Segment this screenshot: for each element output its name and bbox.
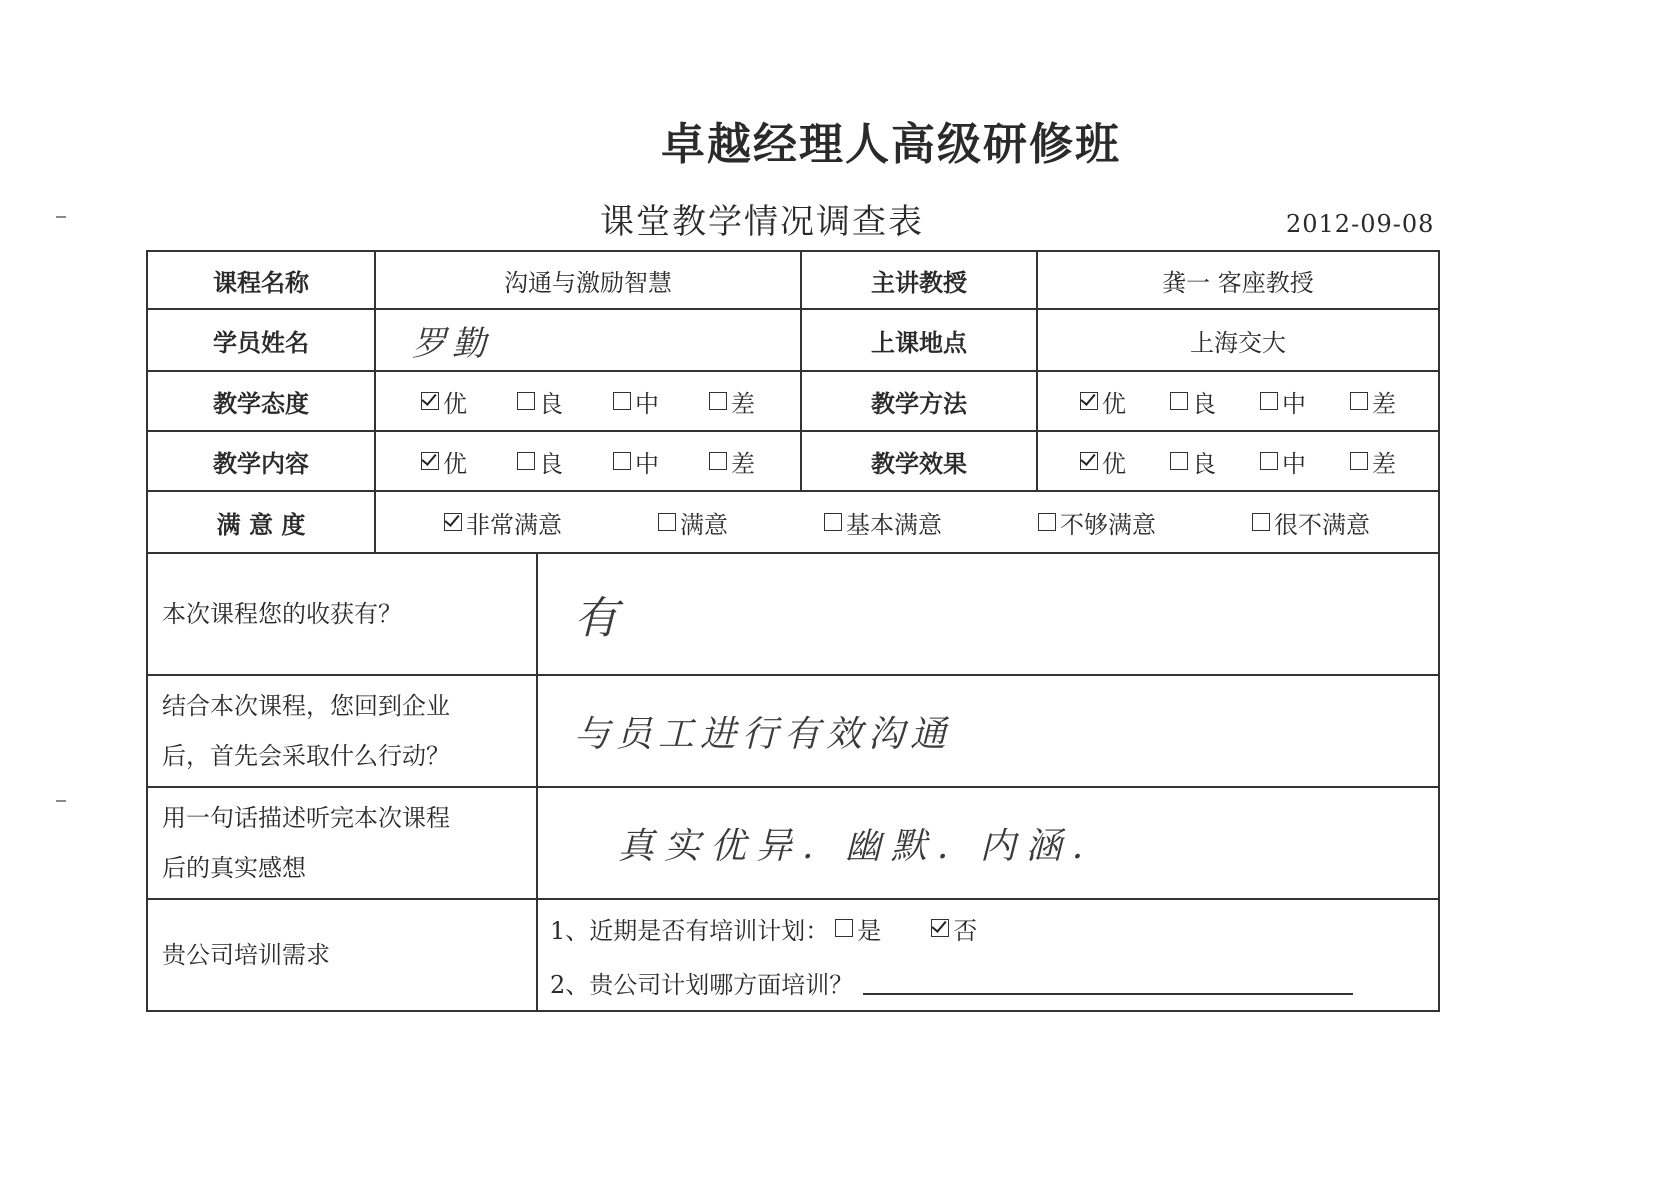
q3-question-line1: 用一句话描述听完本次课程 bbox=[162, 804, 450, 832]
q2-question-line2: 后，首先会采取什么行动？ bbox=[162, 742, 450, 770]
rating-checkbox[interactable] bbox=[1350, 392, 1368, 410]
q1-answer-area[interactable] bbox=[538, 554, 1438, 674]
q1-answer: 有 bbox=[574, 593, 624, 644]
rating-option[interactable] bbox=[421, 444, 467, 479]
rating-group-attitude bbox=[376, 384, 800, 419]
rating-option-label: 良 bbox=[1192, 389, 1216, 418]
effect-options bbox=[1038, 432, 1438, 490]
rating-checkbox[interactable] bbox=[613, 452, 631, 470]
satisfaction-checkbox[interactable] bbox=[824, 513, 842, 531]
rating-checkbox[interactable] bbox=[421, 452, 439, 470]
rating-option-label: 良 bbox=[1192, 449, 1216, 478]
q2-question-line1: 结合本次课程，您回到企业 bbox=[162, 692, 450, 720]
rating-checkbox[interactable] bbox=[517, 392, 535, 410]
training-area-question: 2、贵公司计划哪方面培训？ bbox=[550, 970, 854, 999]
row-q3 bbox=[146, 788, 1440, 900]
rating-option[interactable] bbox=[517, 384, 563, 419]
q2-answer: 与员工进行有效沟通 bbox=[574, 713, 953, 755]
rating-checkbox[interactable] bbox=[1080, 392, 1098, 410]
attitude-options bbox=[376, 372, 802, 430]
satisfaction-option[interactable] bbox=[1038, 505, 1156, 540]
content-label: 教学内容 bbox=[148, 432, 376, 490]
q1-question: 本次课程您的收获有？ bbox=[148, 554, 538, 674]
rating-option-label: 优 bbox=[443, 449, 467, 478]
satisfaction-group bbox=[376, 505, 1438, 540]
q3-answer-area[interactable] bbox=[538, 788, 1438, 898]
rating-option-label: 良 bbox=[539, 389, 563, 418]
training-no-option[interactable] bbox=[931, 911, 977, 946]
rating-option-label: 中 bbox=[635, 389, 659, 418]
rating-option-label: 优 bbox=[443, 389, 467, 418]
training-plan-line bbox=[550, 901, 977, 955]
satisfaction-option-label: 不够满意 bbox=[1060, 510, 1156, 539]
rating-option-label: 中 bbox=[1282, 449, 1306, 478]
rating-option-label: 中 bbox=[1282, 389, 1306, 418]
q3-question bbox=[148, 788, 538, 898]
effect-label: 教学效果 bbox=[802, 432, 1038, 490]
satisfaction-option[interactable] bbox=[824, 505, 942, 540]
row-course bbox=[146, 250, 1440, 310]
rating-option-label: 优 bbox=[1102, 449, 1126, 478]
rating-option-label: 差 bbox=[731, 449, 755, 478]
rating-group-method bbox=[1038, 384, 1438, 419]
professor-label: 主讲教授 bbox=[802, 252, 1038, 308]
q2-answer-area[interactable] bbox=[538, 676, 1438, 786]
rating-option-label: 差 bbox=[1372, 389, 1396, 418]
survey-form bbox=[146, 250, 1440, 1012]
satisfaction-checkbox[interactable] bbox=[1252, 513, 1270, 531]
rating-option[interactable] bbox=[421, 384, 467, 419]
rating-checkbox[interactable] bbox=[421, 392, 439, 410]
satisfaction-label: 满 意 度 bbox=[148, 492, 376, 552]
rating-option-label: 差 bbox=[1372, 449, 1396, 478]
rating-group-effect bbox=[1038, 444, 1438, 479]
rating-option[interactable] bbox=[1350, 384, 1396, 419]
rating-option[interactable] bbox=[1350, 444, 1396, 479]
rating-checkbox[interactable] bbox=[1080, 452, 1098, 470]
course-name-label: 课程名称 bbox=[148, 252, 376, 308]
rating-checkbox[interactable] bbox=[1260, 452, 1278, 470]
rating-option-label: 差 bbox=[731, 389, 755, 418]
q3-question-line2: 后的真实感想 bbox=[162, 854, 306, 882]
rating-option[interactable] bbox=[517, 444, 563, 479]
rating-checkbox[interactable] bbox=[613, 392, 631, 410]
rating-checkbox[interactable] bbox=[1170, 452, 1188, 470]
training-area-line bbox=[550, 955, 1353, 1009]
training-area-blank[interactable] bbox=[863, 969, 1353, 995]
satisfaction-options bbox=[376, 492, 1438, 552]
rating-option[interactable] bbox=[709, 384, 755, 419]
training-area bbox=[538, 900, 1438, 1010]
q2-question bbox=[148, 676, 538, 786]
rating-option[interactable] bbox=[613, 384, 659, 419]
satisfaction-option-label: 满意 bbox=[680, 510, 728, 539]
rating-option[interactable] bbox=[613, 444, 659, 479]
rating-checkbox[interactable] bbox=[709, 392, 727, 410]
student-name-value[interactable] bbox=[376, 310, 802, 370]
rating-option[interactable] bbox=[1170, 444, 1216, 479]
training-no-checkbox[interactable] bbox=[931, 919, 949, 937]
content-options bbox=[376, 432, 802, 490]
satisfaction-checkbox[interactable] bbox=[1038, 513, 1056, 531]
document-title: 卓越经理人高级研修班 bbox=[661, 119, 1121, 170]
satisfaction-checkbox[interactable] bbox=[444, 513, 462, 531]
rating-checkbox[interactable] bbox=[709, 452, 727, 470]
satisfaction-checkbox[interactable] bbox=[658, 513, 676, 531]
satisfaction-option-label: 非常满意 bbox=[466, 510, 562, 539]
satisfaction-option[interactable] bbox=[444, 505, 562, 540]
location-label: 上课地点 bbox=[802, 310, 1038, 370]
location-value[interactable]: 上海交大 bbox=[1190, 328, 1286, 357]
satisfaction-option[interactable] bbox=[658, 505, 728, 540]
form-subtitle: 课堂教学情况调查表 bbox=[600, 202, 924, 242]
rating-group-content bbox=[376, 444, 800, 479]
row-training bbox=[146, 900, 1440, 1012]
rating-option[interactable] bbox=[1080, 384, 1126, 419]
row-content bbox=[146, 432, 1440, 492]
rating-checkbox[interactable] bbox=[1170, 392, 1188, 410]
satisfaction-option[interactable] bbox=[1252, 505, 1370, 540]
rating-option[interactable] bbox=[1170, 384, 1216, 419]
satisfaction-option-label: 基本满意 bbox=[846, 510, 942, 539]
student-name-signature: 罗勤 bbox=[412, 323, 492, 364]
rating-checkbox[interactable] bbox=[1350, 452, 1368, 470]
rating-checkbox[interactable] bbox=[1260, 392, 1278, 410]
training-no-label: 否 bbox=[953, 916, 978, 945]
training-yes-option[interactable] bbox=[835, 911, 881, 946]
attitude-label: 教学态度 bbox=[148, 372, 376, 430]
row-q1 bbox=[146, 554, 1440, 676]
rating-option[interactable] bbox=[709, 444, 755, 479]
training-plan-question: 1、近期是否有培训计划： bbox=[550, 916, 830, 945]
student-name-label: 学员姓名 bbox=[148, 310, 376, 370]
method-options bbox=[1038, 372, 1438, 430]
rating-option[interactable] bbox=[1260, 384, 1306, 419]
row-student bbox=[146, 310, 1440, 372]
row-attitude bbox=[146, 372, 1440, 432]
rating-option-label: 中 bbox=[635, 449, 659, 478]
training-label: 贵公司培训需求 bbox=[148, 900, 538, 1010]
row-q2 bbox=[146, 676, 1440, 788]
method-label: 教学方法 bbox=[802, 372, 1038, 430]
professor-value[interactable]: 龚一 客座教授 bbox=[1162, 268, 1314, 297]
rating-option-label: 良 bbox=[539, 449, 563, 478]
q3-answer: 真实优异. 幽默. 内涵. bbox=[618, 825, 1094, 867]
row-satisfaction bbox=[146, 492, 1440, 554]
form-date: 2012-09-08 bbox=[1286, 210, 1435, 238]
training-yes-label: 是 bbox=[857, 916, 882, 945]
rating-option[interactable] bbox=[1260, 444, 1306, 479]
rating-checkbox[interactable] bbox=[517, 452, 535, 470]
course-name-value[interactable]: 沟通与激励智慧 bbox=[376, 252, 802, 308]
satisfaction-option-label: 很不满意 bbox=[1274, 510, 1370, 539]
rating-option-label: 优 bbox=[1102, 389, 1126, 418]
training-yes-checkbox[interactable] bbox=[835, 919, 853, 937]
rating-option[interactable] bbox=[1080, 444, 1126, 479]
